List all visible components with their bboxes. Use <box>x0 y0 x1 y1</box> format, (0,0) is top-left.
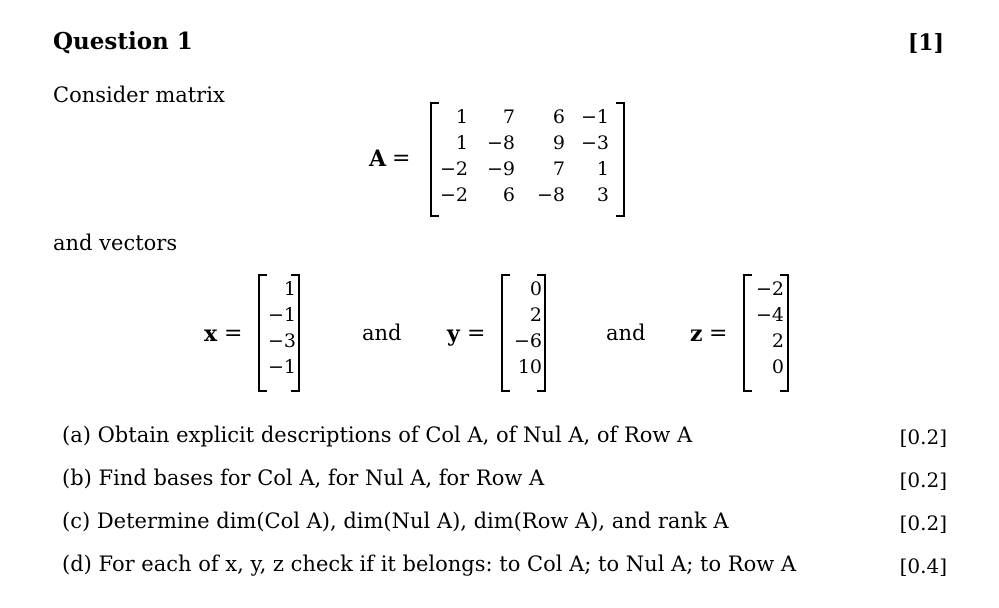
matrix-a-cell: −8 <box>536 184 565 206</box>
matrix-a-cell: 1 <box>596 158 609 180</box>
vector-y-cell: 2 <box>529 304 542 326</box>
vector-y-grid <box>505 276 542 380</box>
vector-x-cell: −1 <box>267 356 296 378</box>
question-title: Question 1 <box>53 28 193 55</box>
part-b-label: (b) <box>62 466 92 490</box>
part-a-text: Obtain explicit descriptions of Col A, of Nul A, of Row A <box>97 423 693 447</box>
matrix-a-grid <box>438 104 609 208</box>
matrix-a-cell: 1 <box>455 132 468 154</box>
matrix-a-cell: −1 <box>580 106 609 128</box>
and-text: and <box>362 321 402 345</box>
equals-sign: = <box>224 321 243 346</box>
vector-y-cell: −6 <box>513 330 542 352</box>
part-c-marks: [0.2] <box>899 511 947 535</box>
matrix-a-cell: 6 <box>552 106 565 128</box>
matrix-a-cell: −2 <box>439 158 468 180</box>
vector-x-cell: −1 <box>267 304 296 326</box>
vector-z-label: z <box>690 321 703 347</box>
part-d-text: For each of x, y, z check if it belongs: to Col A; to Nul A; to Row A <box>98 552 797 576</box>
vector-z-cell: −4 <box>755 304 784 326</box>
vector-y-cell: 10 <box>517 356 542 378</box>
vector-x-cell: 1 <box>283 278 296 300</box>
vector-x-label: x <box>204 321 218 347</box>
matrix-a-cell: 7 <box>502 106 515 128</box>
equals-sign: = <box>392 146 411 171</box>
matrix-a-cell: −2 <box>439 184 468 206</box>
matrix-a-cell: −9 <box>486 158 515 180</box>
matrix-a-right-bracket <box>616 102 625 217</box>
vector-z-grid <box>747 276 784 380</box>
equals-sign: = <box>467 321 486 346</box>
question-marks: [1] <box>907 30 944 56</box>
vector-y-label: y <box>447 321 460 347</box>
matrix-a-cell: 6 <box>502 184 515 206</box>
part-c-label: (c) <box>62 509 91 533</box>
vector-z-cell: 2 <box>771 330 784 352</box>
vector-x-grid <box>262 276 296 380</box>
part-d <box>62 552 796 576</box>
part-a-marks: [0.2] <box>899 425 947 449</box>
matrix-a-cell: 9 <box>552 132 565 154</box>
part-b-marks: [0.2] <box>899 468 947 492</box>
part-b-text: Find bases for Col A, for Nul A, for Row A <box>98 466 545 490</box>
vector-y-cell: 0 <box>529 278 542 300</box>
matrix-a-cell: −3 <box>580 132 609 154</box>
part-d-label: (d) <box>62 552 92 576</box>
vector-x-cell: −3 <box>267 330 296 352</box>
and-text: and <box>606 321 646 345</box>
vector-z-cell: −2 <box>755 278 784 300</box>
vector-z-cell: 0 <box>771 356 784 378</box>
matrix-a-cell: 1 <box>455 106 468 128</box>
intro-text: Consider matrix <box>53 83 225 107</box>
vectors-intro-text: and vectors <box>53 231 178 255</box>
equals-sign: = <box>709 321 728 346</box>
part-b <box>62 466 544 490</box>
matrix-a-label: A <box>369 146 387 172</box>
matrix-a-cell: 7 <box>552 158 565 180</box>
part-c <box>62 509 729 533</box>
part-a <box>62 423 692 447</box>
part-d-marks: [0.4] <box>899 554 947 578</box>
matrix-a-cell: −8 <box>486 132 515 154</box>
part-c-text: Determine dim(Col A), dim(Nul A), dim(Row A), and rank A <box>96 509 729 533</box>
part-a-label: (a) <box>62 423 91 447</box>
matrix-a-cell: 3 <box>596 184 609 206</box>
